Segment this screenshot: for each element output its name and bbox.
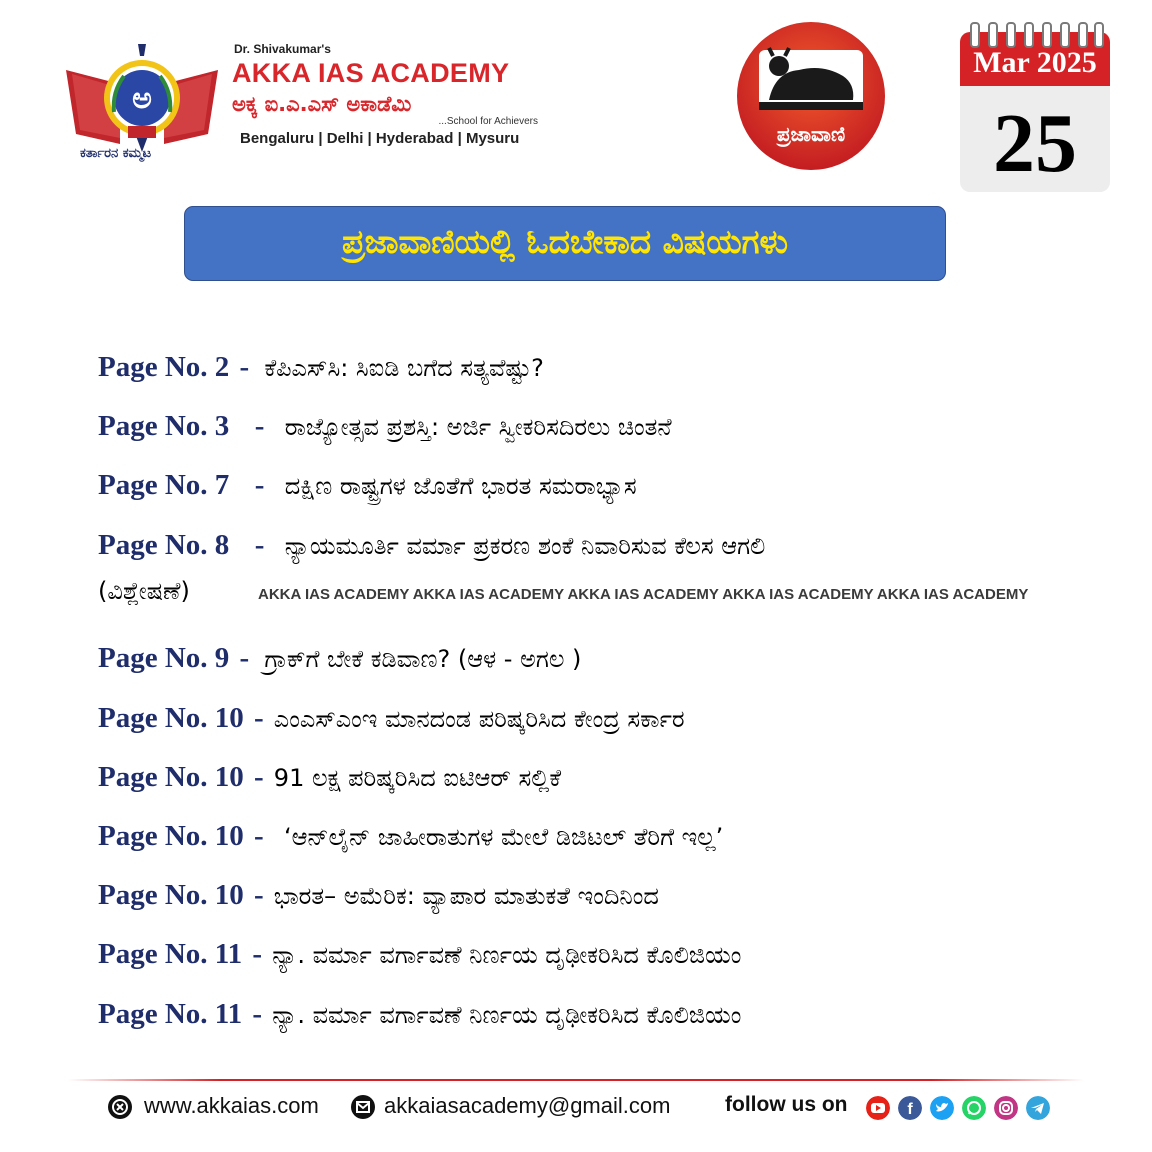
banner-title: ಪ್ರಜಾವಾಣಿಯಲ್ಲಿ ಓದಬೇಕಾದ ವಿಷಯಗಳು xyxy=(342,222,788,261)
separator: - xyxy=(253,761,264,793)
page-number: Page No. 10 xyxy=(98,702,244,734)
separator: - xyxy=(252,998,263,1030)
page-number: Page No. 10 xyxy=(98,879,244,911)
telegram-icon[interactable] xyxy=(1026,1096,1050,1120)
list-item xyxy=(98,934,741,974)
email-icon xyxy=(350,1094,376,1120)
article-title: ನ್ಯಾ. ವರ್ಮಾ ವರ್ಗಾವಣೆ ನಿರ್ಣಯ ದೃಢೀಕರಿಸಿದ ಕೊಲಿಜಿಯಂ xyxy=(272,941,742,969)
page-number: Page No. 3 xyxy=(98,410,230,442)
page-number: Page No. 11 xyxy=(98,938,243,970)
separator: - xyxy=(253,879,264,911)
brand-name-kannada: ಅಕ್ಕ ಐ.ಎ.ಎಸ್ ಅಕಾಡೆಮಿ xyxy=(232,92,412,116)
web-icon xyxy=(107,1094,133,1120)
separator: - xyxy=(252,938,263,970)
brand-name: AKKA IAS ACADEMY xyxy=(232,58,510,88)
article-title: 91 ಲಕ್ಷ ಪರಿಷ್ಕರಿಸಿದ ಐಟಿಆರ್ ಸಲ್ಲಿಕೆ xyxy=(273,764,562,792)
article-title: ‘ಆನ್‌ಲೈನ್ ಜಾಹೀರಾತುಗಳ ಮೇಲೆ ಡಿಜಿಟಲ್ ತೆರಿಗೆ ಇಲ್ಲ’ xyxy=(283,823,724,851)
separator: - xyxy=(254,410,265,442)
list-item xyxy=(98,994,741,1034)
page-number: Page No. 8 xyxy=(98,529,230,561)
newspaper-name: ಪ್ರಜಾವಾಣಿ xyxy=(776,122,846,146)
article-title: ಕೆಪಿಎಸ್‌ಸಿ: ಸಿಐಡಿ ಬಗೆದ ಸತ್ಯವೆಷ್ಟು? xyxy=(264,354,544,382)
youtube-icon[interactable] xyxy=(866,1096,890,1120)
svg-text:ಅ: ಅ xyxy=(132,81,152,116)
separator: - xyxy=(254,529,265,561)
calendar-ring xyxy=(1078,22,1088,48)
article-title: ಎಂಎಸ್‌ಎಂಇ ಮಾನದಂಡ ಪರಿಷ್ಕರಿಸಿದ ಕೇಂದ್ರ ಸರ್ಕಾರ xyxy=(273,705,685,733)
article-title: ದಕ್ಷಿಣ ರಾಷ್ಟ್ರಗಳ ಜೊತೆಗೆ ಭಾರತ ಸಮರಾಭ್ಯಾಸ xyxy=(284,472,637,500)
logo-caption: ಕರ್ತಾರನ ಕಮ್ಮಟ xyxy=(80,146,152,161)
calendar-ring xyxy=(1060,22,1070,48)
calendar-ring xyxy=(1094,22,1104,48)
calendar-ring xyxy=(970,22,980,48)
list-item xyxy=(98,875,659,915)
page-number: Page No. 7 xyxy=(98,469,230,501)
brand-block xyxy=(232,42,552,147)
twitter-icon[interactable] xyxy=(930,1096,954,1120)
list-item xyxy=(98,525,765,565)
list-item xyxy=(98,465,637,505)
facebook-icon[interactable] xyxy=(898,1096,922,1120)
page-number: Page No. 10 xyxy=(98,820,244,852)
page-number: Page No. 9 xyxy=(98,642,230,674)
calendar-date xyxy=(960,22,1110,194)
website-link[interactable]: www.akkaias.com xyxy=(144,1093,319,1118)
list-item xyxy=(98,638,581,678)
calendar-ring xyxy=(1024,22,1034,48)
instagram-icon[interactable] xyxy=(994,1096,1018,1120)
article-title: ಭಾರತ– ಅಮೆರಿಕ: ವ್ಯಾಪಾರ ಮಾತುಕತೆ ಇಂದಿನಿಂದ xyxy=(273,882,659,910)
article-title: ರಾಜ್ಯೋತ್ಸವ ಪ್ರಶಸ್ತಿ: ಅರ್ಜಿ ಸ್ವೀಕರಿಸದಿರಲು ಚಿಂತನೆ xyxy=(284,413,672,441)
follow-label: follow us on xyxy=(725,1093,848,1116)
email-link[interactable]: akkaiasacademy@gmail.com xyxy=(384,1093,671,1118)
svg-text:f: f xyxy=(907,1101,913,1118)
calendar-month: Mar 2025 xyxy=(973,46,1097,79)
article-title: ನ್ಯಾಯಮೂರ್ತಿ ವರ್ಮಾ ಪ್ರಕರಣ ಶಂಕೆ ನಿವಾರಿಸುವ ಕೆಲಸ ಆಗಲಿ xyxy=(284,532,766,560)
article-title: ಗ್ರಾಕ್‌ಗೆ ಬೇಕೆ ಕಡಿವಾಣ? (ಆಳ - ಅಗಲ ) xyxy=(264,645,582,673)
brand-tagline: ...School for Achievers xyxy=(438,116,538,127)
page-number: Page No. 10 xyxy=(98,761,244,793)
separator: - xyxy=(253,702,264,734)
separator: - xyxy=(239,351,250,383)
separator: - xyxy=(254,469,265,501)
article-title: ನ್ಯಾ. ವರ್ಮಾ ವರ್ಗಾವಣೆ ನಿರ್ಣಯ ದೃಢೀಕರಿಸಿದ ಕೊಲಿಜಿಯಂ xyxy=(272,1001,742,1029)
list-item xyxy=(98,816,723,856)
page-number: Page No. 2 xyxy=(98,351,230,383)
separator: - xyxy=(239,642,250,674)
brand-cities: Bengaluru | Delhi | Hyderabad | Mysuru xyxy=(240,130,520,147)
title-banner xyxy=(184,206,946,281)
calendar-ring xyxy=(1042,22,1052,48)
whatsapp-icon[interactable] xyxy=(962,1096,986,1120)
footer-divider xyxy=(68,1079,1084,1081)
brand-prefix: Dr. Shivakumar's xyxy=(234,42,331,56)
page-number: Page No. 11 xyxy=(98,998,243,1030)
calendar-ring xyxy=(988,22,998,48)
list-item xyxy=(98,347,544,387)
calendar-ring xyxy=(1006,22,1016,48)
prajavani-logo xyxy=(735,20,887,172)
list-item xyxy=(98,698,685,738)
article-title-continuation: (ವಿಶ್ಲೇಷಣೆ) xyxy=(98,577,190,605)
separator: - xyxy=(253,820,264,852)
list-item xyxy=(98,757,561,797)
watermark-text: AKKA IAS ACADEMY AKKA IAS ACADEMY AKKA IAS ACADEMY AKKA IAS ACADEMY AKKA IAS ACADEMY xyxy=(258,586,1029,603)
calendar-day: 25 xyxy=(993,97,1077,190)
list-item xyxy=(98,406,672,446)
